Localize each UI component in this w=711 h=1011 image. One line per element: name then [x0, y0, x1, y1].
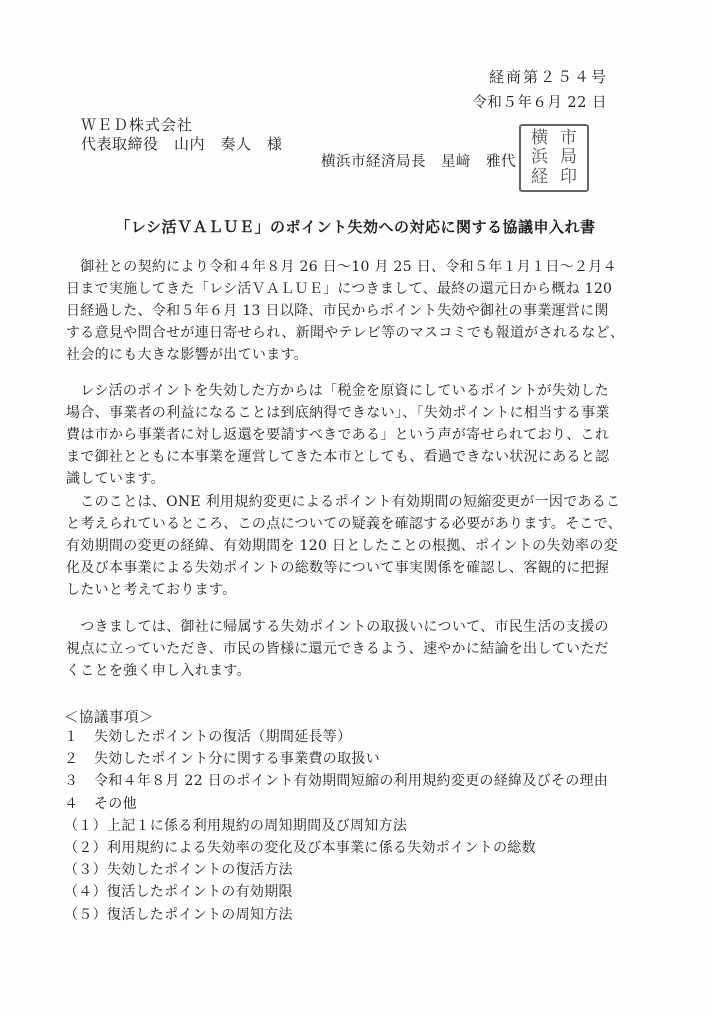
list-item	[64, 748, 608, 770]
body-paragraph-1	[66, 256, 646, 366]
recipient-name: 代表取締役 山内 奏人 様	[81, 135, 283, 153]
paragraph-line: レシ活のポイントを失効した方からは「税金を原資にしているポイントが失効した	[66, 383, 610, 399]
consultation-items-list	[64, 726, 608, 926]
list-item	[64, 859, 608, 881]
seal-char: 局	[560, 147, 577, 168]
paragraph-line: と考えられているところ、この点についての疑義を確認する必要があります。そこで、	[66, 516, 623, 532]
paragraph-line: したいと考えております。	[66, 582, 237, 598]
paragraph-line: このことは、ONE 利用規約変更によるポイント有効期間の短縮変更が一因であるこ	[66, 494, 621, 510]
item-text: その他	[94, 795, 137, 812]
seal-char: 印	[560, 166, 577, 187]
paragraph-line: 費は市から事業者に対し返還を要請すべきである」という声が寄せられており、これ	[66, 427, 610, 443]
list-item	[64, 770, 608, 792]
body-paragraph-4	[66, 616, 646, 682]
paragraph-line: くことを強く申し入れます。	[66, 663, 251, 679]
seal-char: 横	[531, 128, 548, 149]
seal-char: 経	[531, 166, 548, 187]
document-date: 令和５年６月 22 日	[472, 95, 607, 111]
list-item	[64, 726, 608, 748]
items-heading: ＜協議事項＞	[64, 710, 154, 726]
paragraph-line: 場合、事業者の利益になることは到底納得できない」、「失効ポイントに相当する事業	[66, 405, 610, 421]
paragraph-line: まで御社とともに本事業を運営してきた本市としても、看過できない状況にあると認	[66, 449, 610, 465]
item-text: 失効したポイント分に関する事業費の取扱い	[94, 751, 380, 768]
item-text: （１）上記１に係る利用規約の周知期間及び周知方法	[64, 817, 408, 834]
paragraph-line: 御社との契約により令和４年８月 26 日～10 月 25 日、令和５年１月１日～２月４	[66, 259, 617, 275]
seal-char: 市	[560, 128, 577, 149]
item-text: 令和４年８月 22 日のポイント有効期間短縮の利用規約変更の経緯及びその理由	[94, 773, 609, 790]
seal-char: 浜	[531, 147, 548, 168]
paragraph-line: 日まで実施してきた「レシ活ＶＡＬＵＥ」につきまして、最終の還元日から概ね 120	[66, 281, 613, 297]
sender-name: 横浜市経済局長 星﨑 雅代	[321, 154, 516, 170]
list-item	[64, 904, 608, 926]
body-paragraph-2	[66, 380, 646, 490]
item-text: （２）利用規約による失効率の変化及び本事業に係る失効ポイントの総数	[64, 840, 536, 857]
paragraph-line: 識しています。	[66, 471, 165, 487]
paragraph-line: 有効期間の変更の経緯、有効期間を 120 日としたことの根拠、ポイントの失効率の変	[66, 538, 618, 554]
paragraph-line: 化及び本事業による失効ポイントの総数等について事実関係を確認し、客観的に把握	[66, 560, 610, 576]
paragraph-line: つきましては、御社に帰属する失効ポイントの取扱いについて、市民生活の支援の	[66, 619, 609, 635]
recipient-company: ＷＥＤ株式会社	[81, 116, 194, 134]
item-text: 失効したポイントの復活（期間延長等）	[94, 729, 352, 745]
item-text: （５）復活したポイントの周知方法	[64, 906, 293, 923]
item-text: （４）復活したポイントの有効期限	[64, 884, 293, 901]
list-item	[64, 793, 608, 815]
paragraph-line: 社会的にも大きな影響が出ています。	[66, 347, 308, 363]
item-number: １	[64, 729, 79, 745]
paragraph-line: 視点に立っていただき、市民の皆様に還元できるよう、速やかに結論を出していただ	[66, 641, 609, 657]
paragraph-line: 日経過した、令和５年６月 13 日以降、市民からポイント失効や御社の事業運営に関	[66, 303, 609, 319]
item-number: ３	[64, 773, 79, 790]
list-item	[64, 881, 608, 903]
item-number: ２	[64, 751, 79, 768]
paragraph-line: する意見や問合せが連日寄せられ、新聞やテレビ等のマスコミでも報道がされるなど、	[66, 325, 625, 341]
document-number: 経商第２５４号	[488, 68, 608, 86]
list-item	[64, 837, 608, 859]
document-title: 「レシ活ＶＡＬＵＥ」のポイント失効への対応に関する協議申入れ書	[115, 218, 596, 236]
body-paragraph-3	[66, 491, 646, 601]
item-number: ４	[64, 795, 79, 812]
item-text: （３）失効したポイントの復活方法	[64, 862, 293, 879]
official-seal	[519, 124, 589, 192]
list-item	[64, 815, 608, 837]
